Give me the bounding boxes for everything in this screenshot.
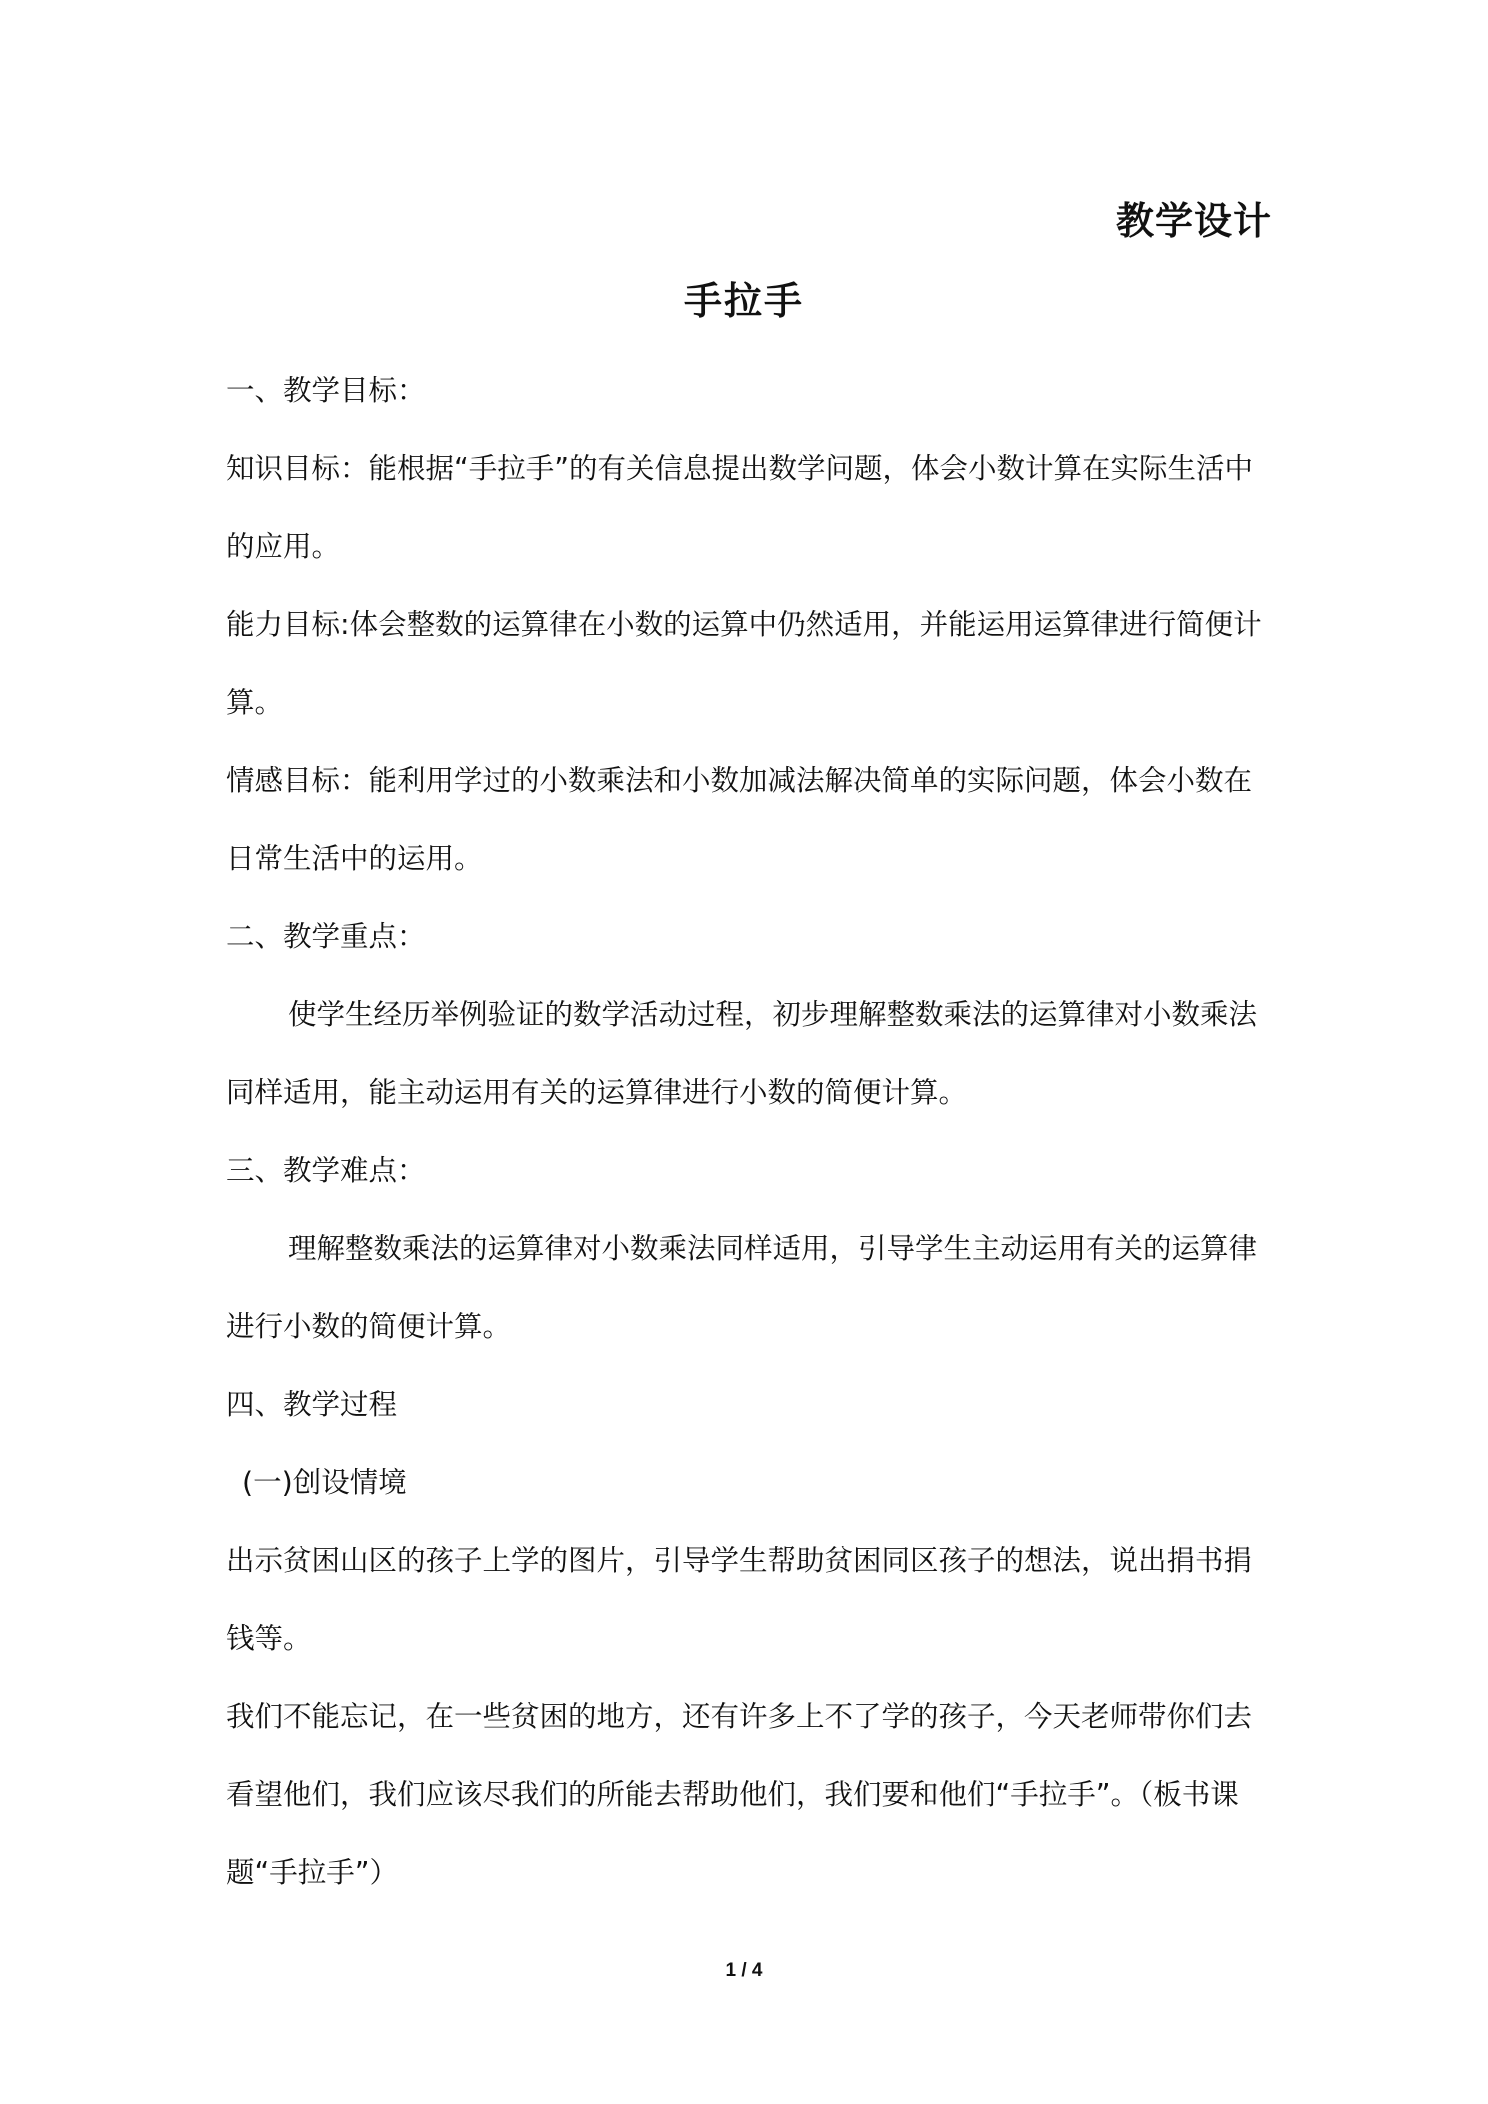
difficulties-paragraph: 理解整数乘法的运算律对小数乘法同样适用，引导学生主动运用有关的运算律进行小数的简便计算。 xyxy=(226,1232,1258,1343)
step1-heading: (一)创设情境 xyxy=(242,1466,407,1499)
key-points-paragraph: 使学生经历举例验证的数学活动过程，初步理解整数乘法的运算律对小数乘法同样适用，能主动运用有关的运算律进行小数的简便计算。 xyxy=(226,998,1258,1109)
goal-emotion-paragraph: 情感目标：能利用学过的小数乘法和小数加减法解决简单的实际问题，体会小数在日常生活中的运用。 xyxy=(226,764,1253,875)
goals-heading: 一、教学目标： xyxy=(226,374,426,407)
goal-ability-paragraph: 能力目标:体会整数的运算律在小数的运算中仍然适用，并能运用运算律进行简便计算。 xyxy=(226,608,1262,719)
process-heading: 四、教学过程 xyxy=(226,1388,398,1421)
goal-knowledge-paragraph: 知识目标：能根据“手拉手”的有关信息提出数学问题，体会小数计算在实际生活中的应用。 xyxy=(226,452,1254,563)
key-points-heading: 二、教学重点： xyxy=(226,920,426,953)
step1-paragraph-1: 出示贫困山区的孩子上学的图片，引导学生帮助贫困同区孩子的想法，说出捐书捐钱等。 xyxy=(226,1544,1253,1655)
page-title: 手拉手 xyxy=(683,279,804,323)
document-type-label: 教学设计 xyxy=(1115,199,1272,243)
page-number: 1 / 4 xyxy=(725,1960,763,1981)
step1-paragraph-2: 我们不能忘记，在一些贫困的地方，还有许多上不了学的孩子，今天老师带你们去看望他们，我们应该尽我们的所能去帮助他们，我们要和他们“手拉手”。（板书课题“手拉手”） xyxy=(226,1700,1253,1889)
difficulties-heading: 三、教学难点： xyxy=(226,1154,426,1187)
document-body xyxy=(226,352,1272,1912)
